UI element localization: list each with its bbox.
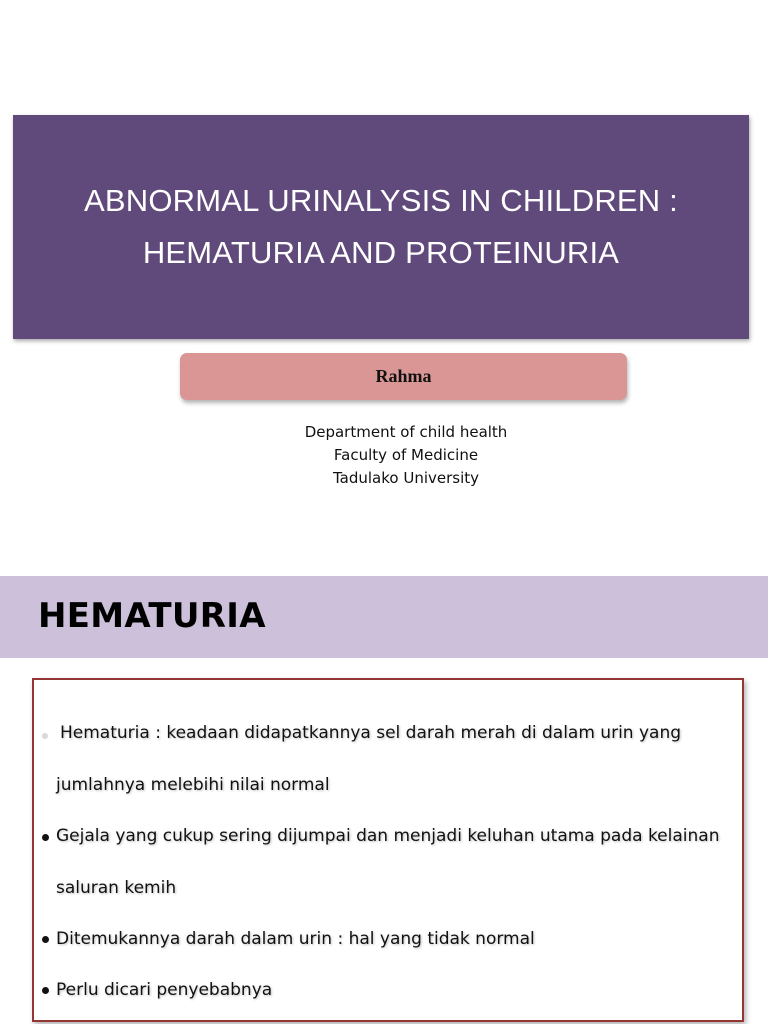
bullet-1-text: Hematuria : keadaan didapatkannya sel darah merah di dalam urin yang: [60, 723, 682, 743]
bullet-marker: [42, 834, 49, 841]
bullet-marker: [42, 936, 49, 943]
hematuria-slide: [0, 576, 768, 1024]
bullet-2-text: Gejala yang cukup sering dijumpai dan menjadi keluhan utama pada kelainan: [56, 826, 720, 846]
bullet-marker: [42, 987, 49, 994]
slide-heading: HEMATURIA: [38, 596, 266, 636]
title-line-1: ABNORMAL URINALYSIS IN CHILDREN :: [84, 183, 678, 218]
bullet-4-text: Perlu dicari penyebabnya: [56, 980, 273, 1000]
author-name: Rahma: [375, 366, 432, 386]
bullet-2-continuation: saluran kemih: [56, 878, 177, 898]
content-box: [32, 678, 744, 1022]
author-box: [180, 353, 627, 400]
bullet-marker: [42, 733, 48, 739]
title-line-2: HEMATURIA AND PROTEINURIA: [142, 235, 620, 270]
title-banner: [13, 115, 749, 339]
affiliation: [206, 421, 606, 490]
bullet-3-text: Ditemukannya darah dalam urin : hal yang tidak normal: [56, 929, 535, 949]
affiliation-department: Department of child health: [304, 423, 508, 441]
affiliation-faculty: Faculty of Medicine: [333, 446, 479, 464]
bullet-1-continuation: jumlahnya melebihi nilai normal: [56, 775, 330, 795]
affiliation-university: Tadulako University: [332, 469, 480, 487]
heading-band: [0, 576, 768, 658]
